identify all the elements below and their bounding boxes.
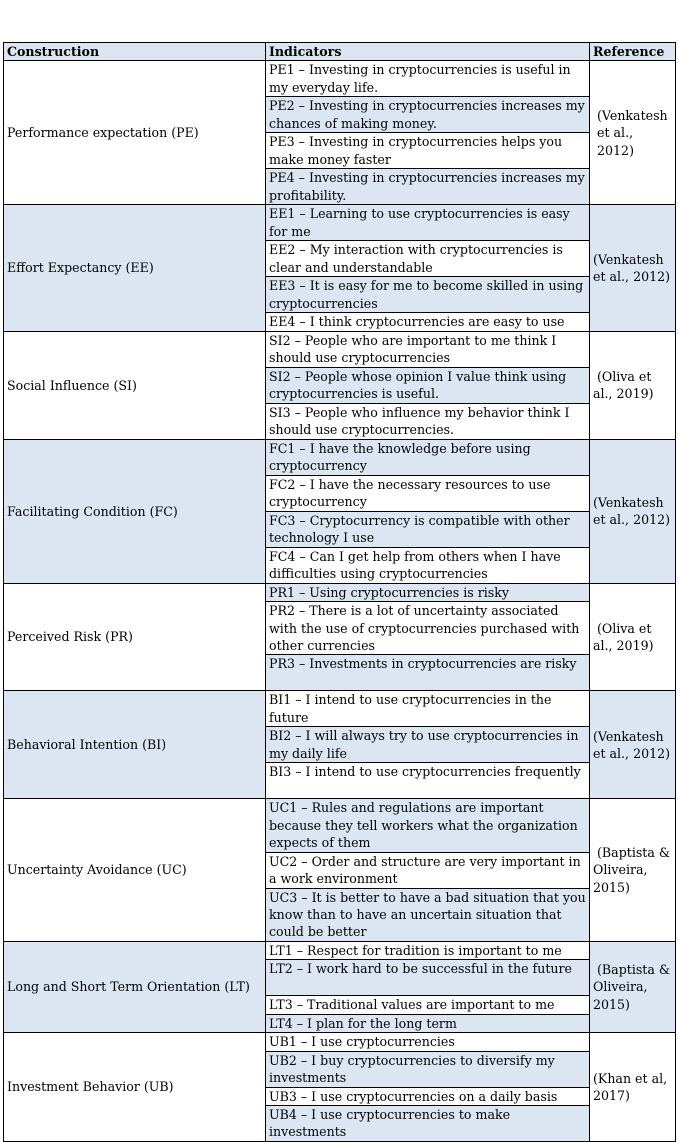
indicator-cell: PE3 – Investing in cryptocurrencies helps you make money faster — [266, 133, 590, 169]
reference-cell: (Venkatesh et al., 2012) — [590, 61, 676, 205]
indicator-cell: PR2 – There is a lot of uncertainty associated with the use of cryptocurrencies purchased with other currencies — [266, 602, 590, 655]
indicator-cell: UB3 – I use cryptocurrencies on a daily basis — [266, 1087, 590, 1105]
reference-cell: (Oliva et al., 2019) — [590, 331, 676, 439]
reference-cell: (Baptista & Oliveira, 2015) — [590, 799, 676, 941]
table-row — [4, 941, 676, 959]
indicator-cell: BI3 – I intend to use cryptocurrencies frequently — [266, 763, 590, 799]
indicator-cell: EE4 – I think cryptocurrencies are easy to use — [266, 313, 590, 331]
table-row — [4, 1033, 676, 1051]
reference-cell: (Venkatesh et al., 2012) — [590, 205, 676, 331]
construction-cell: Long and Short Term Orientation (LT) — [4, 941, 266, 1032]
table-row — [4, 331, 676, 367]
table-row — [4, 61, 676, 97]
reference-cell: (Oliva et al., 2019) — [590, 583, 676, 691]
construction-cell: Behavioral Intention (BI) — [4, 691, 266, 799]
indicator-cell: FC1 – I have the knowledge before using cryptocurrency — [266, 439, 590, 475]
indicator-cell: UB4 – I use cryptocurrencies to make investments — [266, 1105, 590, 1141]
indicator-cell: PE4 – Investing in cryptocurrencies increases my profitability. — [266, 169, 590, 205]
indicator-cell: LT1 – Respect for tradition is important to me — [266, 941, 590, 959]
indicator-cell: FC3 – Cryptocurrency is compatible with other technology I use — [266, 511, 590, 547]
table-row — [4, 583, 676, 601]
indicator-cell: SI2 – People whose opinion I value think using cryptocurrencies is useful. — [266, 367, 590, 403]
construction-cell: Uncertainty Avoidance (UC) — [4, 799, 266, 941]
indicator-cell: LT2 – I work hard to be successful in the future — [266, 960, 590, 996]
indicator-cell: EE2 – My interaction with cryptocurrencies is clear and understandable — [266, 241, 590, 277]
indicator-cell: LT4 – I plan for the long term — [266, 1014, 590, 1032]
construction-cell: Effort Expectancy (EE) — [4, 205, 266, 331]
constructs-table — [3, 42, 675, 1142]
constructs-table-grid — [3, 42, 676, 1142]
table-row — [4, 439, 676, 475]
construction-cell: Investment Behavior (UB) — [4, 1033, 266, 1142]
indicator-cell: UC2 – Order and structure are very important in a work environment — [266, 852, 590, 888]
table-row — [4, 799, 676, 852]
reference-cell: (Khan et al, 2017) — [590, 1033, 676, 1142]
indicator-cell: BI2 – I will always try to use cryptocurrencies in my daily life — [266, 727, 590, 763]
indicator-cell: UC1 – Rules and regulations are important because they tell workers what the organization expects of them — [266, 799, 590, 852]
table-body — [4, 61, 676, 1142]
construction-cell: Social Influence (SI) — [4, 331, 266, 439]
indicator-cell: SI2 – People who are important to me think I should use cryptocurrencies — [266, 331, 590, 367]
indicator-cell: FC4 – Can I get help from others when I have difficulties using cryptocurrencies — [266, 547, 590, 583]
header-indicators: Indicators — [266, 43, 590, 61]
indicator-cell: UB1 – I use cryptocurrencies — [266, 1033, 590, 1051]
indicator-cell: UB2 – I buy cryptocurrencies to diversify my investments — [266, 1051, 590, 1087]
indicator-cell: LT3 – Traditional values are important to me — [266, 996, 590, 1014]
reference-cell: (Venkatesh et al., 2012) — [590, 439, 676, 583]
header-row — [4, 43, 676, 61]
reference-cell: (Baptista & Oliveira, 2015) — [590, 941, 676, 1032]
construction-cell: Facilitating Condition (FC) — [4, 439, 266, 583]
indicator-cell: EE1 – Learning to use cryptocurrencies is easy for me — [266, 205, 590, 241]
indicator-cell: SI3 – People who influence my behavior think I should use cryptocurrencies. — [266, 403, 590, 439]
indicator-cell: PR3 – Investments in cryptocurrencies are risky — [266, 655, 590, 691]
indicator-cell: FC2 – I have the necessary resources to use cryptocurrency — [266, 475, 590, 511]
indicator-cell: PR1 – Using cryptocurrencies is risky — [266, 583, 590, 601]
construction-cell: Perceived Risk (PR) — [4, 583, 266, 691]
indicator-cell: PE1 – Investing in cryptocurrencies is useful in my everyday life. — [266, 61, 590, 97]
table-row — [4, 205, 676, 241]
header-reference: Reference — [590, 43, 676, 61]
indicator-cell: PE2 – Investing in cryptocurrencies increases my chances of making money. — [266, 97, 590, 133]
indicator-cell: UC3 – It is better to have a bad situation that you know than to have an uncertain situation that could be better — [266, 888, 590, 941]
construction-cell: Performance expectation (PE) — [4, 61, 266, 205]
header-construction: Construction — [4, 43, 266, 61]
reference-cell: (Venkatesh et al., 2012) — [590, 691, 676, 799]
indicator-cell: EE3 – It is easy for me to become skilled in using cryptocurrencies — [266, 277, 590, 313]
indicator-cell: BI1 – I intend to use cryptocurrencies in the future — [266, 691, 590, 727]
table-row — [4, 691, 676, 727]
